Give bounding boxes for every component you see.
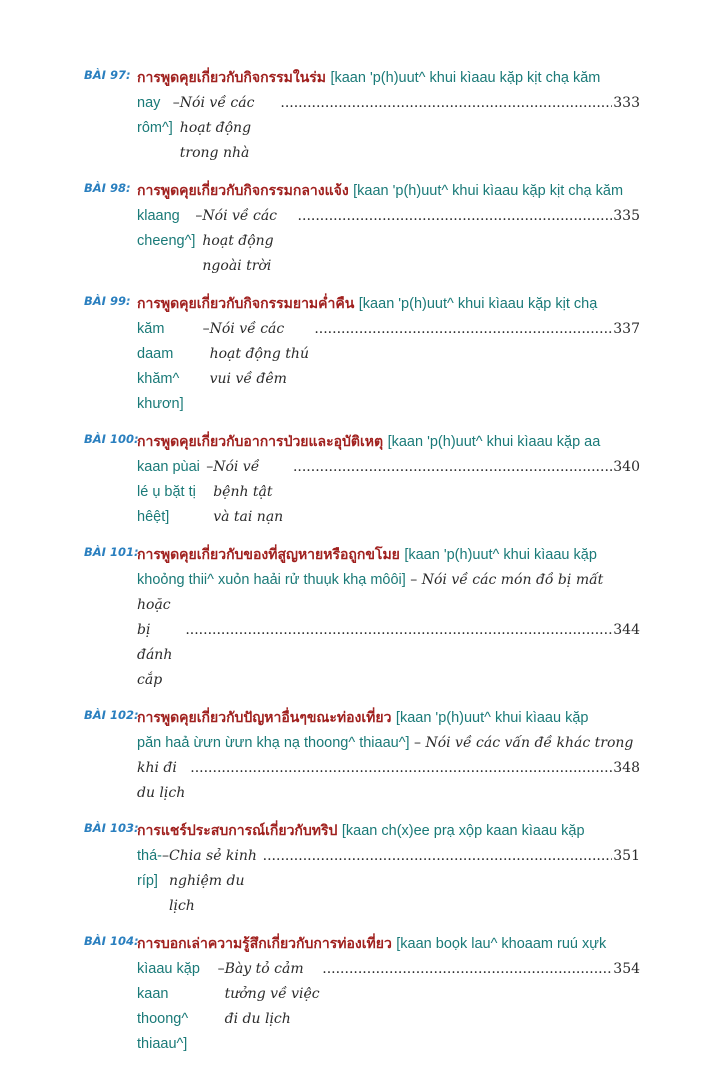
toc-entry bbox=[84, 66, 640, 166]
thai-title: การพูดคุยเกี่ยวกับกิจกรรมยามค่ำคืน bbox=[137, 296, 355, 312]
separator: – bbox=[172, 95, 180, 111]
romanization: thá-ríp] bbox=[137, 848, 162, 889]
separator: – bbox=[405, 572, 422, 588]
romanization: nay rôm^] bbox=[137, 95, 173, 136]
vietnamese-title: Nói về các vấn đề khác trong bbox=[425, 735, 634, 751]
dot-leader bbox=[293, 455, 612, 480]
toc-entry bbox=[84, 706, 640, 806]
toc-entry bbox=[84, 179, 640, 279]
page-number: 344 bbox=[613, 622, 640, 638]
vietnamese-title: Nói về các hoạt động ngoài trời bbox=[202, 208, 278, 274]
separator: – bbox=[195, 208, 203, 224]
thai-title: การพูดคุยเกี่ยวกับอาการป่วยและอุบัติเหตุ bbox=[137, 434, 384, 450]
page-number: 340 bbox=[613, 459, 640, 475]
separator: – bbox=[162, 848, 169, 864]
vietnamese-title: Nói về bệnh tật và tai nạn bbox=[213, 459, 284, 525]
lesson-number: BÀI 98: bbox=[84, 181, 131, 195]
thai-title: การบอกเล่าความรู้สึกเกี่ยวกับการท่องเที่ยว bbox=[137, 936, 392, 952]
thai-title: การพูดคุยเกี่ยวกับกิจกรรมในร่ม bbox=[137, 70, 327, 86]
dot-leader bbox=[322, 957, 612, 982]
romanization: khoỏng thii^ xuỏn haải rử thuụk khạ môôi] bbox=[137, 572, 406, 588]
lesson-number: BÀI 104: bbox=[84, 934, 139, 948]
toc-entry bbox=[84, 932, 640, 1057]
romanization: [kaan boọk lau^ khoaam ruú xựk bbox=[396, 936, 607, 952]
vietnamese-title: Bày tỏ cảm tưởng về việc đi du lịch bbox=[224, 961, 320, 1027]
romanization: [kaan 'p(h)uut^ khui kìaau kặp kịt chạ kăm bbox=[353, 183, 624, 199]
romanization: [kaan 'p(h)uut^ khui kìaau kặp aa bbox=[387, 434, 601, 450]
thai-title: การพูดคุยเกี่ยวกับปัญหาอื่นๆขณะท่องเที่ยว bbox=[137, 710, 392, 726]
romanization: kìaau kặp kaan thoong^ thiaau^] bbox=[137, 961, 200, 1052]
vietnamese-title: bị đánh cắp bbox=[137, 622, 173, 688]
romanization: [kaan 'p(h)uut^ khui kìaau kặp kịt chạ kăm bbox=[330, 70, 601, 86]
separator: – bbox=[202, 321, 210, 337]
romanization: [kaan 'p(h)uut^ khui kìaau kặp bbox=[404, 547, 597, 563]
lesson-number: BÀI 102: bbox=[84, 708, 139, 722]
vietnamese-title: Nói về các món đồ bị mất hoặc bbox=[137, 572, 604, 613]
page-number: 351 bbox=[613, 848, 640, 864]
romanization: klaang cheeng^] bbox=[137, 208, 196, 249]
thai-title: การพูดคุยเกี่ยวกับของที่สูญหายหรือถูกขโมย bbox=[137, 547, 400, 563]
vietnamese-title: Chia sẻ kinh nghiệm du lịch bbox=[169, 848, 257, 914]
romanization: kaan pùai lé ụ bặt tị hêệt] bbox=[137, 459, 200, 525]
page-number: 348 bbox=[613, 760, 640, 776]
romanization: păn haả ừưn ừưn khạ nạ thoong^ thiaau^] bbox=[137, 735, 410, 751]
dot-leader bbox=[314, 317, 612, 342]
separator: – bbox=[206, 459, 214, 475]
dot-leader bbox=[298, 204, 613, 229]
lesson-number: BÀI 101: bbox=[84, 545, 139, 559]
dot-leader bbox=[263, 844, 613, 869]
lesson-number: BÀI 103: bbox=[84, 821, 139, 835]
vietnamese-title: Nói về các hoạt động trong nhà bbox=[179, 95, 255, 161]
page-number: 335 bbox=[613, 208, 640, 224]
toc-entry bbox=[84, 543, 640, 693]
dot-leader bbox=[280, 91, 612, 116]
page-number: 333 bbox=[613, 95, 640, 111]
dot-leader bbox=[185, 618, 612, 643]
lesson-number: BÀI 97: bbox=[84, 68, 131, 82]
separator: – bbox=[217, 961, 225, 977]
toc-entry bbox=[84, 819, 640, 919]
dot-leader bbox=[190, 756, 612, 781]
vietnamese-title: khi đi du lịch bbox=[137, 760, 186, 801]
toc-entry bbox=[84, 292, 640, 417]
toc-entry bbox=[84, 430, 640, 530]
page-number: 337 bbox=[613, 321, 640, 337]
lesson-number: BÀI 99: bbox=[84, 294, 131, 308]
romanization: kăm daam khăm^ khươn] bbox=[137, 321, 184, 412]
thai-title: การพูดคุยเกี่ยวกับกิจกรรมกลางแจ้ง bbox=[137, 183, 349, 199]
page-number: 354 bbox=[613, 961, 641, 977]
table-of-contents bbox=[84, 66, 640, 1070]
romanization: [kaan 'p(h)uut^ khui kìaau kặp bbox=[395, 710, 589, 726]
romanization: [kaan ch(x)ee prạ xộp kaan kìaau kặp bbox=[341, 823, 585, 839]
romanization: [kaan 'p(h)uut^ khui kìaau kặp kịt chạ bbox=[358, 296, 598, 312]
thai-title: การแชร์ประสบการณ์เกี่ยวกับทริป bbox=[137, 823, 338, 839]
separator: – bbox=[409, 735, 426, 751]
lesson-number: BÀI 100: bbox=[84, 432, 139, 446]
vietnamese-title: Nói về các hoạt động thú vui về đêm bbox=[209, 321, 309, 387]
